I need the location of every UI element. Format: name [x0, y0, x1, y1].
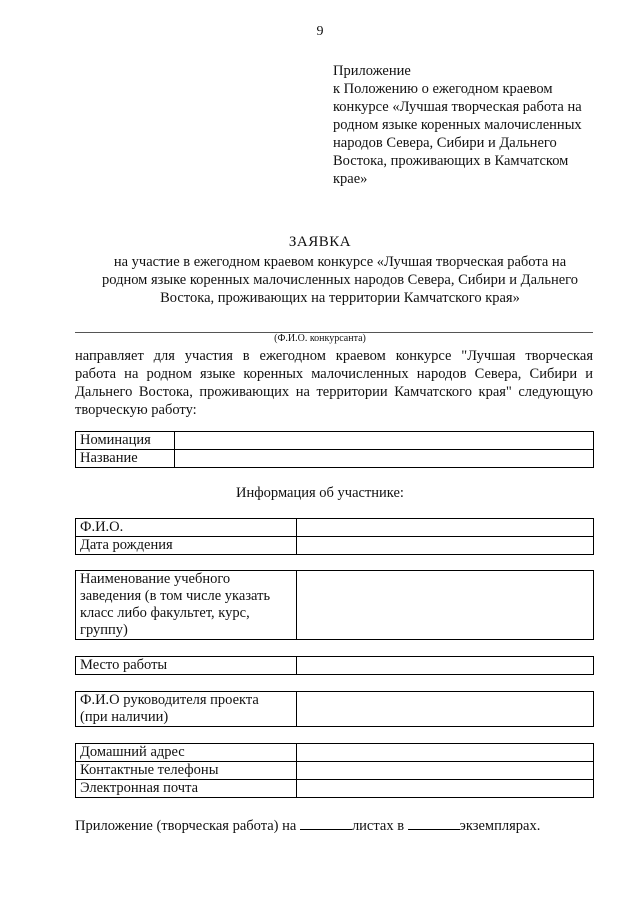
appendix-line: Востока, проживающих в Камчатском: [333, 153, 569, 169]
attachment-text-1: Приложение (творческая работа) на: [75, 818, 297, 834]
phones-field[interactable]: [297, 762, 594, 780]
home-address-field[interactable]: [297, 744, 594, 762]
table-row: [76, 432, 594, 450]
attachment-text-3: экземплярах.: [459, 818, 541, 834]
appendix-line: родном языке коренных малочисленных: [333, 117, 582, 133]
education-label-line: группу): [80, 622, 128, 638]
workplace-table: [75, 656, 594, 675]
body-line: направляет для участия в ежегодном краевом конкурсе "Лучшая творческая: [75, 348, 593, 364]
fio-label: Ф.И.О.: [76, 519, 297, 537]
table-row: [76, 450, 594, 468]
appendix-line: крае»: [333, 171, 368, 187]
supervisor-label-line: Ф.И.О руководителя проекта: [80, 692, 259, 708]
appendix-line: к Положению о ежегодном краевом: [333, 81, 553, 97]
application-title: ЗАЯВКА: [288, 234, 352, 250]
education-label-line: класс либо факультет, курс,: [80, 605, 250, 621]
attachment-line: [75, 816, 595, 835]
subtitle-line: на участие в ежегодном краевом конкурсе «Лучшая творческая работа на: [113, 254, 567, 270]
table-row: [76, 657, 594, 675]
home-address-label: Домашний адрес: [76, 744, 297, 762]
copies-count-blank[interactable]: [408, 816, 460, 830]
supervisor-field[interactable]: [297, 692, 594, 727]
table-row: [76, 537, 594, 555]
body-line: творческую работу:: [75, 402, 197, 418]
application-body: [75, 347, 593, 419]
supervisor-label-line: (при наличии): [80, 709, 169, 725]
birth-date-label: Дата рождения: [76, 537, 297, 555]
table-row: [76, 744, 594, 762]
nomination-label: Номинация: [76, 432, 175, 450]
phones-label: Контактные телефоны: [76, 762, 297, 780]
email-label: Электронная почта: [76, 780, 297, 798]
table-row: [76, 519, 594, 537]
subtitle-line: родном языке коренных малочисленных народов Севера, Сибири и Дальнего: [101, 272, 579, 288]
page-number: 9: [316, 24, 324, 39]
nomination-field[interactable]: [175, 432, 594, 450]
sheets-count-blank[interactable]: [300, 816, 352, 830]
body-line: работа на родном языке коренных малочисленных народов Севера, Сибири и: [75, 366, 593, 382]
email-field[interactable]: [297, 780, 594, 798]
fio-caption: (Ф.И.О. конкурсанта): [274, 333, 366, 344]
subtitle-line: Востока, проживающих на территории Камчатского края»: [160, 290, 520, 306]
appendix-line: Приложение: [333, 63, 411, 79]
fio-field[interactable]: [297, 519, 594, 537]
education-label-line: Наименование учебного: [80, 571, 231, 587]
supervisor-table: [75, 691, 594, 727]
participant-info-title: Информация об участнике:: [236, 485, 404, 501]
application-subtitle: [60, 253, 620, 307]
workplace-label: Место работы: [76, 657, 297, 675]
body-line: Дальнего Востока, проживающих на территории Камчатского края" следующую: [75, 384, 593, 400]
appendix-line: народов Севера, Сибири и Дальнего: [333, 135, 557, 151]
table-row: [76, 692, 594, 727]
participant-table: [75, 518, 594, 555]
work-title-label: Название: [76, 450, 175, 468]
education-field[interactable]: [297, 571, 594, 640]
work-table: [75, 431, 594, 468]
education-label: [76, 571, 297, 640]
work-title-field[interactable]: [175, 450, 594, 468]
education-table: [75, 570, 594, 640]
birth-date-field[interactable]: [297, 537, 594, 555]
attachment-text-2: листах в: [351, 818, 405, 834]
table-row: [76, 762, 594, 780]
workplace-field[interactable]: [297, 657, 594, 675]
appendix-heading: [333, 62, 623, 188]
education-label-line: заведения (в том числе указать: [80, 588, 271, 604]
table-row: [76, 780, 594, 798]
contacts-table: [75, 743, 594, 798]
table-row: [76, 571, 594, 640]
supervisor-label: [76, 692, 297, 727]
appendix-line: конкурсе «Лучшая творческая работа на: [333, 99, 582, 115]
